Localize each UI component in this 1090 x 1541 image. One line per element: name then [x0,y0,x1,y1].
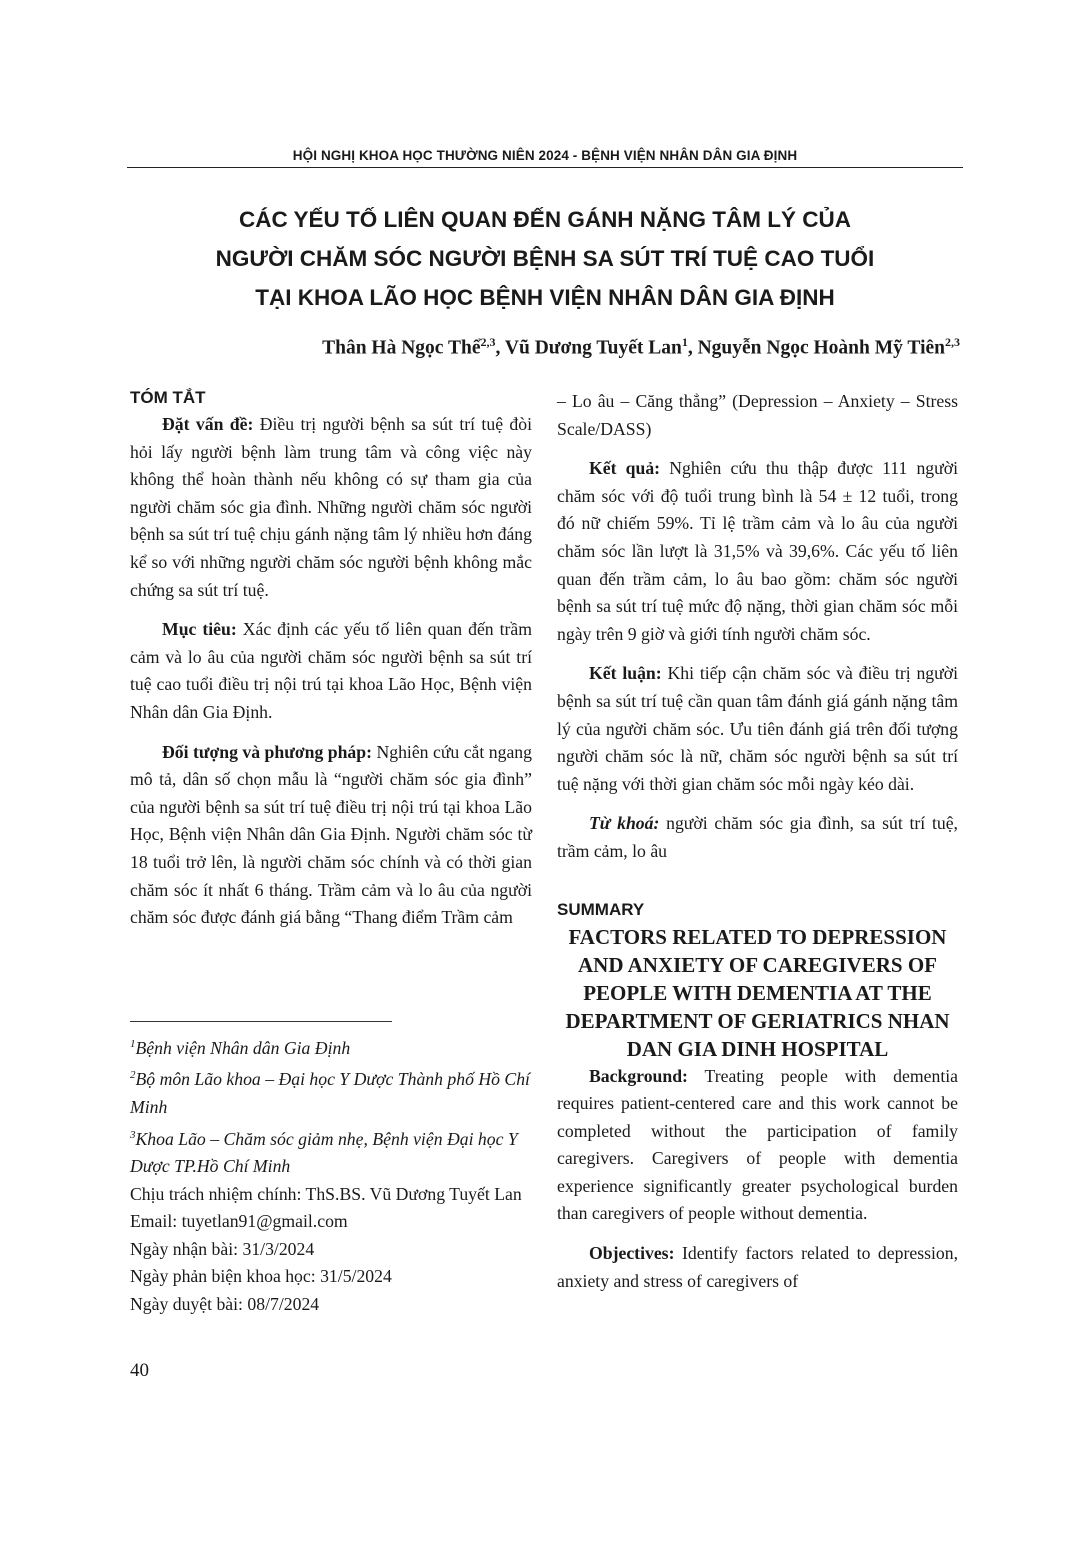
abstract-conclusion [557,660,958,798]
en-objectives-label: Objectives: [589,1243,675,1264]
affiliation-text: Bệnh viện Nhân dân Gia Định [135,1037,351,1058]
objective-label: Mục tiêu: [162,619,237,640]
methods-label: Đối tượng và phương pháp: [162,741,372,762]
summary-heading: SUMMARY [557,899,645,919]
page-number: 40 [130,1360,149,1381]
author-separator: , [687,337,698,359]
footnote-marker: 2 [130,1069,136,1082]
abstract-methods [130,739,532,932]
en-background-label: Background: [589,1065,688,1086]
running-header: HỘI NGHỊ KHOA HỌC THƯỜNG NIÊN 2024 - BỆNH VIỆN NHÂN DÂN GIA ĐỊNH [292,148,798,163]
author-name: Nguyễn Ngọc Hoành Mỹ Tiên [697,337,945,359]
corresponding-author: Chịu trách nhiệm chính: ThS.BS. Vũ Dương Tuyết Lan [130,1183,522,1204]
results-label: Kết quả: [589,458,661,479]
summary-background [557,1063,958,1229]
footnote-rule [130,1021,392,1022]
affiliation-text: Bộ môn Lão khoa – Đại học Y Dược Thành phố Hồ Chí Minh [130,1069,530,1117]
author-affiliation: 1 [681,335,688,349]
keywords-text: người chăm sóc gia đình, sa sút trí tuệ, trầm cảm, lo âu [557,813,958,861]
affiliation-1 [130,1031,532,1062]
keywords-label: Từ khoá: [589,813,660,834]
author-affiliation: 2,3 [945,335,960,349]
abstract-objective [130,616,532,726]
methods-continuation: – Lo âu – Căng thẳng” (Depression – Anxiety – Stress Scale/DASS) [557,391,958,439]
english-title: FACTORS RELATED TO DEPRESSION AND ANXIETY OF CAREGIVERS OF PEOPLE WITH DEMENTIA AT THE DEPARTMENT OF GERIATRICS NHAN DAN GIA DINH HOSPITAL [565,924,950,1061]
author-name: Vũ Dương Tuyết Lan [504,337,682,359]
en-objectives-text: Identify factors related to depression, anxiety and stress of caregivers of [557,1243,958,1291]
date-received: Ngày nhận bài: 31/3/2024 [130,1238,315,1259]
title-line-1: CÁC YẾU TỐ LIÊN QUAN ĐẾN GÁNH NẶNG TÂM LÝ CỦA [238,207,852,232]
abstract-results [557,455,958,648]
left-column [130,384,532,932]
summary-objectives [557,1240,958,1295]
title-line-2: NGƯỜI CHĂM SÓC NGƯỜI BỆNH SA SÚT TRÍ TUỆ CAO TUỔI [215,246,875,271]
abstract-background [130,411,532,604]
objective-text: Xác định các yếu tố liên quan đến trầm cảm và lo âu của người chăm sóc người bệnh sa sút trí tuệ cao tuổi điều trị nội trú tại khoa Lão Học, Bệnh viện Nhân dân Gia Định. [130,619,533,722]
email: Email: tuyetlan91@gmail.com [130,1211,348,1232]
author-separator: , [495,337,505,359]
keywords [557,810,958,865]
conclusion-text: Khi tiếp cận chăm sóc và điều trị người bệnh sa sút trí tuệ cần quan tâm đánh giá gánh nặng tâm lý của người chăm sóc. Ưu tiên đánh giá trên đối tượng người chăm sóc là nữ, chăm sóc người bệnh sa sút trí tuệ nặng với thời gian chăm sóc mỗi ngày kéo dài. [557,663,958,794]
affiliation-text: Khoa Lão – Chăm sóc giảm nhẹ, Bệnh viện Đại học Y Dược TP.Hồ Chí Minh [130,1128,518,1177]
results-text: Nghiên cứu thu thập được 111 người chăm sóc với độ tuổi trung bình là 54 ± 12 tuổi, trong đó nữ chiếm 59%. Tỉ lệ trầm cảm và lo âu của người chăm sóc lần lượt là 31,5% và 39,6%. Các yếu tố liên quan đến trầm cảm, lo âu bao gồm: chăm sóc người bệnh sa sút trí tuệ mức độ nặng, thời gian chăm sóc mỗi ngày trên 9 giờ và giới tính người chăm sóc. [557,458,958,644]
right-column [557,388,958,1295]
author-name: Thân Hà Ngọc Thể [322,337,481,359]
background-label: Đặt vấn đề: [162,414,254,434]
date-reviewed: Ngày phản biện khoa học: 31/5/2024 [130,1266,392,1287]
article-title [127,200,963,317]
author-list [130,335,960,360]
abstract-heading: TÓM TẮT [130,388,206,407]
footnote-marker: 3 [130,1128,136,1141]
methods-text: Nghiên cứu cắt ngang mô tả, dân số chọn mẫu là “người chăm sóc gia đình” của người bệnh sa sút trí tuệ điều trị nội trú tại khoa Lão Học, Bệnh viện Nhân dân Gia Định. Người chăm sóc từ 18 tuổi trở lên, là người chăm sóc chính và có thời gian chăm sóc ít nhất 6 tháng. Trầm cảm và lo âu của người chăm sóc được đánh giá bằng “Thang điểm Trầm cảm [130,741,532,928]
en-background-text: Treating people with dementia requires patient-centered care and this work cannot be completed without the participation of family caregivers. Caregivers of people with dementia experience significantly greater psychological burden than caregivers of people without dementia. [557,1065,958,1224]
conclusion-label: Kết luận: [589,663,662,684]
date-accepted: Ngày duyệt bài: 08/7/2024 [130,1294,320,1315]
title-line-3: TẠI KHOA LÃO HỌC BỆNH VIỆN NHÂN DÂN GIA ĐỊNH [255,285,835,310]
author-affiliation: 2,3 [480,335,496,349]
affiliation-2 [130,1062,532,1121]
footnote-marker: 1 [130,1038,136,1050]
footnotes [130,1031,532,1319]
header-rule [127,167,963,168]
affiliation-3 [130,1122,532,1181]
background-text: Điều trị người bệnh sa sút trí tuệ đòi hỏi lấy người bệnh làm trung tâm và công việc này không thể hoàn thành nếu không có sự tham gia của người chăm sóc gia đình. Những người chăm sóc người bệnh sa sút trí tuệ chịu gánh nặng tâm lý nhiều hơn đáng kể so với những người chăm sóc người bệnh không mắc chứng sa sút trí tuệ. [130,414,533,600]
